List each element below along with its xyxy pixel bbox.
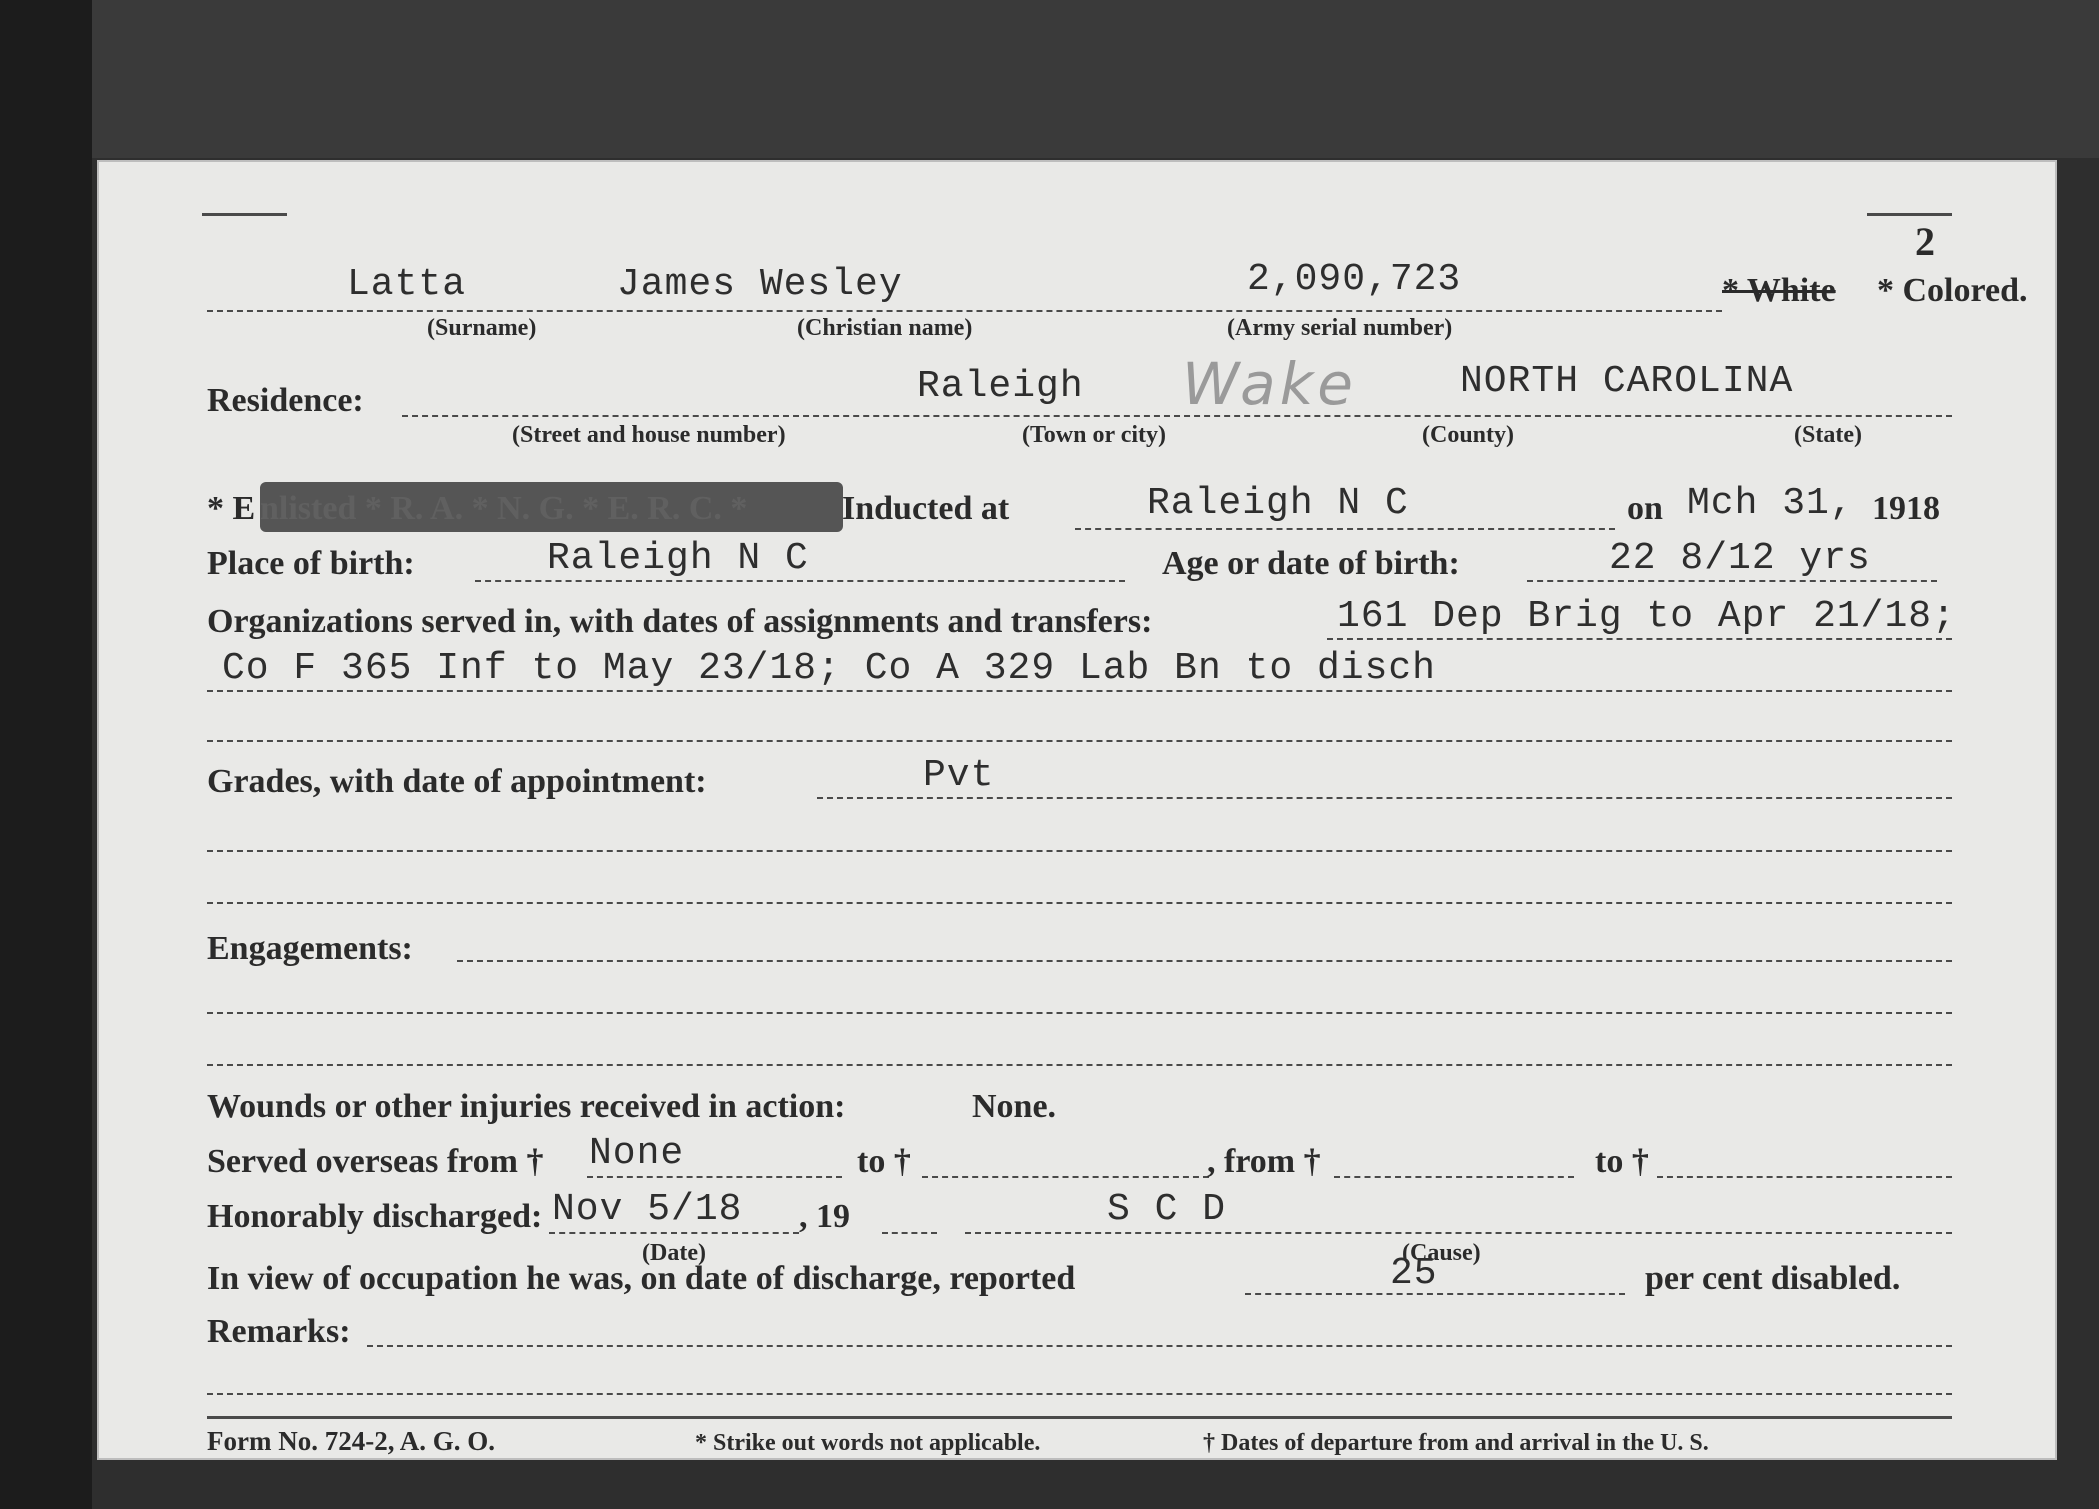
overseas-from-line xyxy=(587,1176,842,1178)
discharge-year-label: , 19 xyxy=(799,1198,850,1235)
race-colored: * Colored. xyxy=(1877,272,2028,309)
disability-suffix: per cent disabled. xyxy=(1645,1260,1901,1297)
overseas-to2-label: to † xyxy=(1595,1143,1649,1180)
service-record-card xyxy=(97,160,2057,1460)
organizations-value-2: Co F 365 Inf to May 23/18; Co A 329 Lab Bn to disch xyxy=(222,647,1436,690)
enlisted-prefix: * E xyxy=(207,490,256,527)
christian-name-value: James Wesley xyxy=(617,263,903,306)
inducted-label: Inducted at xyxy=(842,490,1010,527)
engagements-label: Engagements: xyxy=(207,930,413,967)
discharge-cause-line xyxy=(965,1232,1952,1234)
overseas-from-value: None xyxy=(589,1132,685,1175)
remarks-line-1 xyxy=(367,1345,1952,1347)
engagements-line-1 xyxy=(457,960,1952,962)
overseas-to-label: to † xyxy=(857,1143,911,1180)
residence-line xyxy=(402,415,1952,417)
residence-county: Wake xyxy=(1182,350,1357,418)
age-label: Age or date of birth: xyxy=(1162,545,1460,582)
name-line xyxy=(207,310,1722,312)
discharge-year-line xyxy=(882,1232,937,1234)
overseas-to2-line xyxy=(1657,1176,1952,1178)
wounds-value: None. xyxy=(972,1088,1057,1125)
state-caption: (State) xyxy=(1794,422,1862,448)
serial-number-value: 2,090,723 xyxy=(1247,258,1462,301)
organizations-value-1: 161 Dep Brig to Apr 21/18; xyxy=(1337,595,1956,638)
corner-rule-left xyxy=(202,213,287,216)
discharge-label: Honorably discharged: xyxy=(207,1198,543,1235)
scan-background-top xyxy=(0,0,2099,158)
race-white: * White xyxy=(1722,272,1836,309)
disability-value: 25 xyxy=(1390,1252,1438,1295)
overseas-from2-line xyxy=(1334,1176,1574,1178)
residence-town: Raleigh xyxy=(917,365,1084,408)
grades-line-1 xyxy=(817,797,1952,799)
discharge-date: Nov 5/18 xyxy=(552,1188,743,1231)
discharge-date-line xyxy=(549,1232,799,1234)
grades-label: Grades, with date of appointment: xyxy=(207,763,707,800)
place-of-birth-line xyxy=(475,580,1125,582)
organizations-label: Organizations served in, with dates of assignments and transfers: xyxy=(207,603,1153,640)
overseas-from-label: Served overseas from † xyxy=(207,1143,544,1180)
organizations-line-3 xyxy=(207,740,1952,742)
engagements-line-2 xyxy=(207,1012,1952,1014)
grades-line-3 xyxy=(207,902,1952,904)
organizations-line-2 xyxy=(207,690,1952,692)
serial-caption: (Army serial number) xyxy=(1227,315,1453,341)
grades-value: Pvt xyxy=(923,754,995,797)
inducted-line xyxy=(1075,528,1615,530)
surname-value: Latta xyxy=(347,263,467,306)
corner-rule-right xyxy=(1867,213,1952,216)
town-caption: (Town or city) xyxy=(1022,422,1166,448)
discharge-date-caption: (Date) xyxy=(642,1240,706,1266)
strike-note: * Strike out words not applicable. xyxy=(695,1430,1041,1456)
inducted-place: Raleigh N C xyxy=(1147,482,1409,525)
inducted-year: 1918 xyxy=(1872,490,1940,527)
age-value: 22 8/12 yrs xyxy=(1609,537,1871,580)
disability-label: In view of occupation he was, on date of discharge, reported xyxy=(207,1260,1076,1297)
scan-background-left xyxy=(0,0,92,1509)
overseas-from2-label: , from † xyxy=(1207,1143,1321,1180)
discharge-cause: S C D xyxy=(1107,1188,1227,1231)
county-caption: (County) xyxy=(1422,422,1515,448)
card-number: 2 xyxy=(1915,219,1935,264)
engagements-line-3 xyxy=(207,1064,1952,1066)
street-caption: (Street and house number) xyxy=(512,422,786,448)
enlisted-options-redacted: nlisted * R. A. * N. G. * E. R. C. * xyxy=(260,490,748,527)
age-line xyxy=(1527,580,1937,582)
on-label: on xyxy=(1627,490,1663,527)
form-number: Form No. 724-2, A. G. O. xyxy=(207,1426,495,1456)
place-of-birth-label: Place of birth: xyxy=(207,545,415,582)
residence-label: Residence: xyxy=(207,382,364,419)
remarks-line-2 xyxy=(207,1393,1952,1395)
place-of-birth-value: Raleigh N C xyxy=(547,537,809,580)
residence-state: NORTH CAROLINA xyxy=(1460,360,1794,403)
surname-caption: (Surname) xyxy=(427,315,537,341)
remarks-label: Remarks: xyxy=(207,1313,351,1350)
christian-caption: (Christian name) xyxy=(797,315,973,341)
overseas-to-line xyxy=(922,1176,1209,1178)
grades-line-2 xyxy=(207,850,1952,852)
wounds-label: Wounds or other injuries received in action: xyxy=(207,1088,846,1125)
inducted-date: Mch 31, xyxy=(1687,482,1854,525)
dagger-note: † Dates of departure from and arrival in the U. S. xyxy=(1203,1430,1709,1456)
organizations-line-1 xyxy=(1327,638,1952,640)
discharge-cause-caption: (Cause) xyxy=(1402,1240,1481,1266)
footer-rule xyxy=(207,1416,1952,1419)
